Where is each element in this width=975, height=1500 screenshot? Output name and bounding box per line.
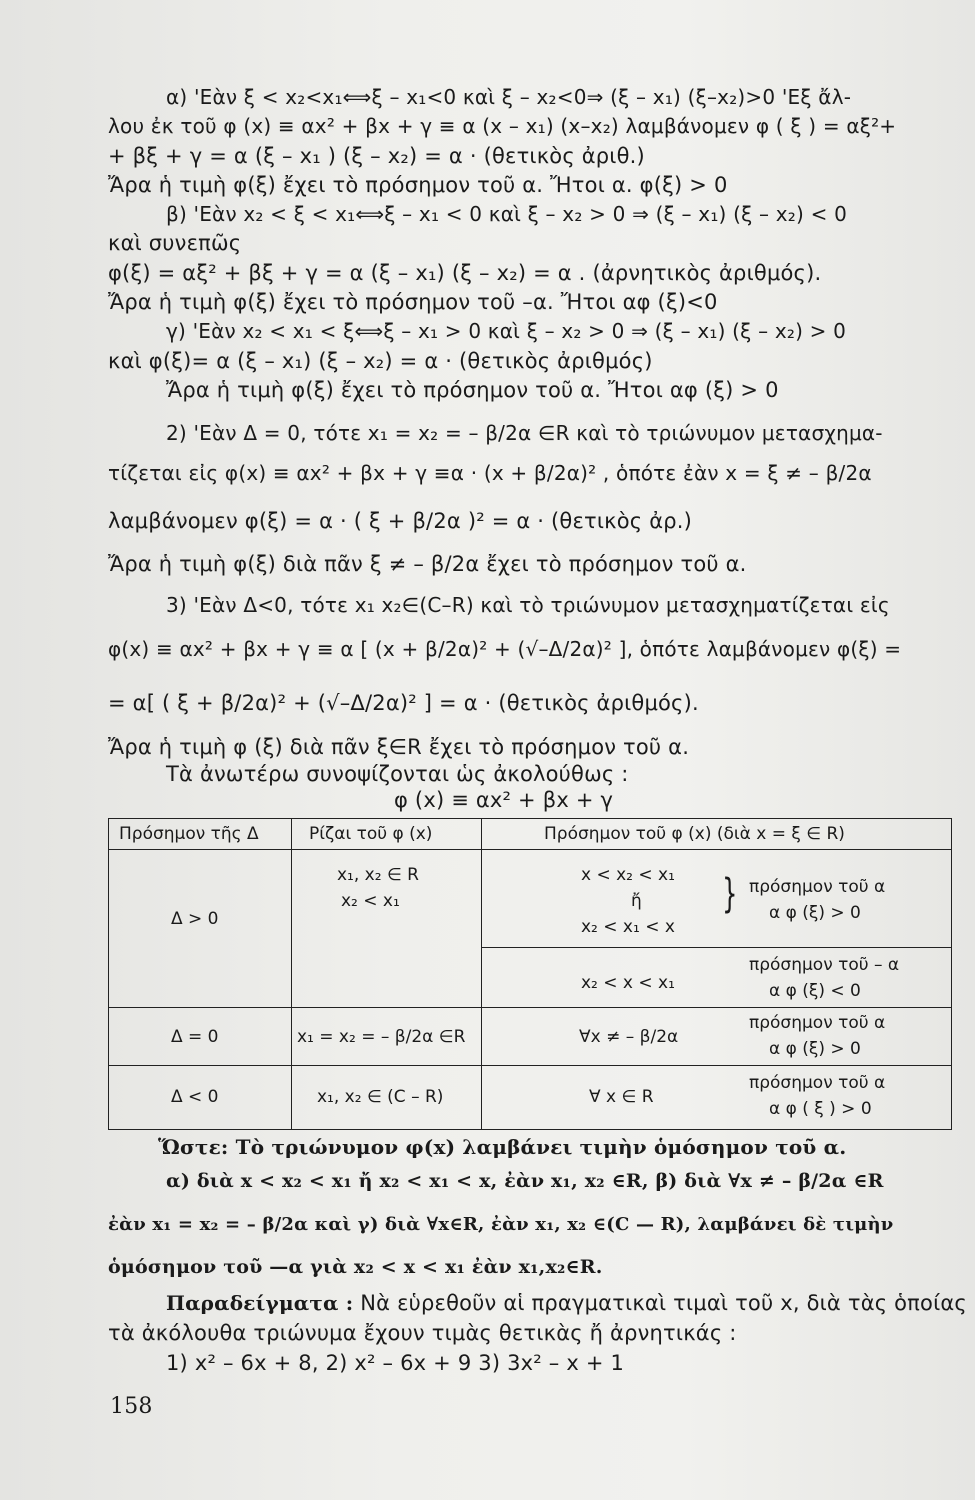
text-line-8: Ἄρα ἡ τιμὴ φ(ξ) ἔχει τὸ πρόσημον τοῦ –α. Ἤτοι αφ (ξ)<0 (108, 290, 718, 314)
examples-line-1 (166, 1290, 967, 1316)
table-cell-cond-all: ∀ x ∈ R (589, 1087, 654, 1107)
text-line-10: καὶ φ(ξ)= α (ξ – x₁) (ξ – x₂) = α · (θετικὸς ἀριθμός) (108, 349, 653, 373)
text-line-21: φ (x) ≡ αx² + βx + γ (394, 788, 614, 812)
table-row-divider-1 (109, 1007, 951, 1008)
table-header-divider (109, 849, 951, 850)
text-line-17: φ(x) ≡ αx² + βx + γ ≡ α [ (x + β/2α)² + (√–Δ/2α)² ], ὁπότε λαμβάνομεν φ(ξ) = (108, 637, 902, 661)
page-number: 158 (110, 1394, 153, 1419)
table-brace: } (722, 871, 738, 917)
table-cell-sign-negative: α φ (ξ) < 0 (769, 981, 861, 1001)
table-cell-sign-alpha-positive: α φ (ξ) > 0 (769, 903, 861, 923)
examples-label: Παραδείγματα : (166, 1291, 354, 1315)
text-line-18: = α[ ( ξ + β/2α)² + (√–Δ/2α)² ] = α · (θετικὸς ἀριθμός). (108, 691, 699, 715)
text-line-11: Ἄρα ἡ τιμὴ φ(ξ) ἔχει τὸ πρόσημον τοῦ α. Ἤτοι αφ (ξ) > 0 (166, 378, 779, 402)
text-line-5: β) 'Εὰν x₂ < ξ < x₁⟺ξ – x₁ < 0 καὶ ξ – x₂ > 0 ⇒ (ξ – x₁) (ξ – x₂) < 0 (166, 202, 848, 226)
text-line-9: γ) 'Εὰν x₂ < x₁ < ξ⟺ξ – x₁ > 0 καὶ ξ – x₂ > 0 ⇒ (ξ – x₁) (ξ – x₂) > 0 (166, 319, 847, 343)
text-line-7: φ(ξ) = αξ² + βξ + γ = α (ξ – x₁) (ξ – x₂) = α . (ἀρνητικὸς ἀριθμός). (108, 261, 822, 285)
sign-table (108, 818, 952, 1130)
table-cell-cond-or: ἤ (631, 891, 642, 911)
text-line-14: λαμβάνομεν φ(ξ) = α · ( ξ + β/2α )² = α · (θετικὸς ἀρ.) (108, 509, 693, 533)
table-cell-sign-neg-alpha: πρόσημον τοῦ – α (749, 955, 900, 975)
examples-intro: Νὰ εὑρεθοῦν αἱ πραγματικαὶ τιμαὶ τοῦ x, διὰ τὰς ὁποίας (360, 1291, 967, 1315)
table-cell-cond-left: x < x₂ < x₁ (581, 865, 675, 885)
text-line-13: τίζεται εἰς φ(x) ≡ αx² + βx + γ ≡α · (x + β/2α)² , ὁπότε ἐὰν x = ξ ≠ – β/2α (108, 461, 872, 485)
summary-line-3: ἐὰν x₁ = x₂ = – β/2α καὶ γ) διὰ ∀x∈R, ἐὰν x₁, x₂ ∈(C — R), λαμβάνει δὲ τιμὴν (108, 1214, 894, 1235)
table-cell-cond-all-but: ∀x ≠ – β/2α (579, 1027, 679, 1047)
table-cell-delta-negative: Δ < 0 (171, 1087, 219, 1107)
table-row-divider-2 (109, 1065, 951, 1066)
summary-line-2: α) διὰ x < x₂ < x₁ ἤ x₂ < x₁ < x, ἐὰν x₁, x₂ ∈R, β) διὰ ∀x ≠ – β/2α ∈R (166, 1170, 884, 1192)
text-line-12: 2) 'Εὰν Δ = 0, τότε x₁ = x₂ = – β/2α ∈R καὶ τὸ τριώνυμον μετασχημα- (166, 421, 883, 445)
summary-line-4: ὁμόσημον τοῦ —α γιὰ x₂ < x < x₁ ἐὰν x₁,x₂∈R. (108, 1256, 603, 1278)
text-line-1: α) 'Εὰν ξ < x₂<x₁⟺ξ – x₁<0 καὶ ξ – x₂<0⇒ (ξ – x₁) (ξ–x₂)>0 'Εξ ἄλ- (166, 85, 852, 109)
text-line-19: Ἄρα ἡ τιμὴ φ (ξ) διὰ πᾶν ξ∈R ἔχει τὸ πρόσημον τοῦ α. (108, 735, 690, 759)
examples-line-3: 1) x² – 6x + 8, 2) x² – 6x + 9 3) 3x² – x + 1 (166, 1351, 625, 1375)
text-line-20: Τὰ ἀνωτέρω συνοψίζονται ὡς ἀκολούθως : (166, 762, 629, 786)
table-cell-cond-right: x₂ < x₁ < x (581, 917, 675, 937)
table-cell-sign-alpha: πρόσημον τοῦ α (749, 877, 886, 897)
table-header-roots: Ρίζαι τοῦ φ (x) (309, 824, 433, 844)
table-cell-delta-zero: Δ = 0 (171, 1027, 219, 1047)
table-header-delta: Πρόσημον τῆς Δ (119, 824, 259, 844)
table-cell-zero-sign-positive: α φ (ξ) > 0 (769, 1039, 861, 1059)
table-cell-delta-positive: Δ > 0 (171, 909, 219, 929)
text-line-3: + βξ + γ = α (ξ – x₁ ) (ξ – x₂) = α · (θετικὸς ἀριθ.) (108, 144, 645, 168)
text-line-2: λου ἐκ τοῦ φ (x) ≡ αx² + βx + γ ≡ α (x – x₁) (x–x₂) λαμβάνομεν φ ( ξ ) = αξ²+ (108, 114, 897, 138)
table-cell-neg-sign-alpha: πρόσημον τοῦ α (749, 1073, 886, 1093)
text-line-15: Ἄρα ἡ τιμὴ φ(ξ) διὰ πᾶν ξ ≠ – β/2α ἔχει τὸ πρόσημον τοῦ α. (108, 552, 747, 576)
summary-line-1: Ὥστε: Τὸ τριώνυμον φ(x) λαμβάνει τιμὴν ὁμόσημον τοῦ α. (158, 1135, 847, 1159)
table-cell-roots-double: x₁ = x₂ = – β/2α ∈R (297, 1027, 466, 1047)
text-line-16: 3) 'Εὰν Δ<0, τότε x₁ x₂∈(C–R) καὶ τὸ τριώνυμον μετασχηματίζεται εἰς (166, 593, 890, 617)
table-cell-roots-order: x₂ < x₁ (341, 891, 400, 911)
text-line-4: Ἄρα ἡ τιμὴ φ(ξ) ἔχει τὸ πρόσημον τοῦ α. Ἤτοι α. φ(ξ) > 0 (108, 173, 728, 197)
table-inner-divider (481, 947, 951, 948)
table-cell-zero-sign-alpha: πρόσημον τοῦ α (749, 1013, 886, 1033)
table-cell-roots-complex: x₁, x₂ ∈ (C – R) (317, 1087, 444, 1107)
text-line-6: καὶ συνεπῶς (108, 231, 242, 255)
table-header-sign: Πρόσημον τοῦ φ (x) (διὰ x = ξ ∈ R) (544, 824, 845, 844)
examples-line-2: τὰ ἀκόλουθα τριώνυμα ἔχουν τιμὰς θετικὰς ἤ ἀρνητικάς : (108, 1321, 737, 1345)
table-cell-neg-sign-positive: α φ ( ξ ) > 0 (769, 1099, 872, 1119)
table-cell-cond-between: x₂ < x < x₁ (581, 973, 675, 993)
table-cell-roots-real: x₁, x₂ ∈ R (337, 865, 419, 885)
